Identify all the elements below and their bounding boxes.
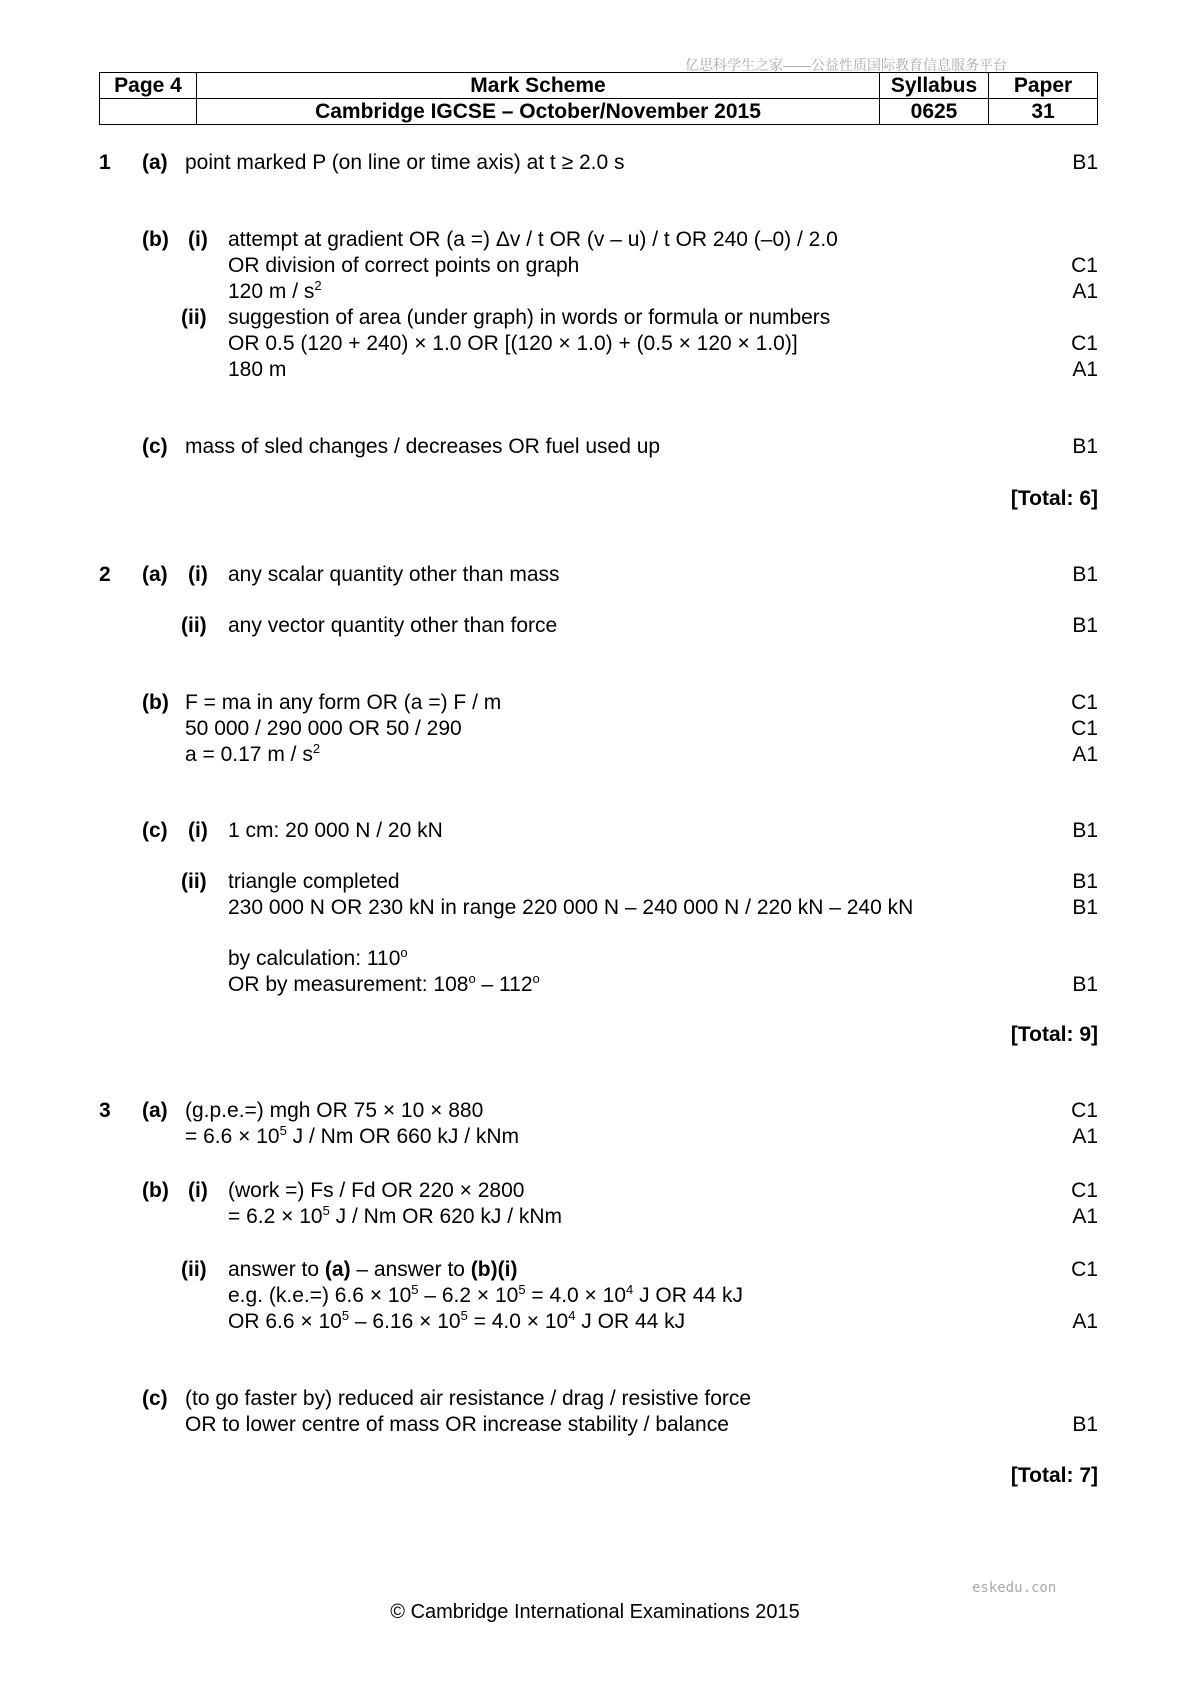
header-blank — [100, 99, 197, 125]
answer-text: OR to lower centre of mass OR increase stability / balance — [185, 1413, 729, 1436]
mark: A1 — [1072, 358, 1098, 381]
answer-text: suggestion of area (under graph) in words or formula or numbers — [228, 306, 831, 329]
mark: B1 — [1072, 614, 1098, 637]
question-number: 3 — [99, 1099, 111, 1122]
subpart-label: (ii) — [181, 306, 207, 329]
header-paper-number: 31 — [989, 99, 1098, 125]
answer-text: = $6.6 \times 10^5$ J / Nm OR 660 kJ / kNm — [185, 1123, 520, 1148]
mark: C1 — [1071, 254, 1098, 277]
part-label: (a) — [142, 1099, 168, 1122]
header-paper-label: Paper — [989, 73, 1098, 99]
part-label: (c) — [142, 1387, 168, 1410]
answer-text: (work =) Fs / Fd OR 220 × 2800 — [228, 1179, 525, 1202]
part-label: (b) — [142, 691, 169, 714]
answer-text: point marked P (on line or time axis) at t ≥ 2.0 s — [185, 151, 625, 174]
footer-copyright: © Cambridge International Examinations 2015 — [390, 1601, 800, 1623]
mark: C1 — [1071, 1099, 1098, 1122]
mark: C1 — [1071, 1258, 1098, 1281]
answer-text: OR by measurement: 108$^o$ – 112$^o$ — [228, 971, 540, 996]
mark: B1 — [1072, 563, 1098, 586]
mark: B1 — [1072, 896, 1098, 919]
part-label: (b) — [142, 1179, 169, 1202]
answer-text: mass of sled changes / decreases OR fuel used up — [185, 435, 661, 458]
mark: C1 — [1071, 332, 1098, 355]
answer-text: by calculation: 110$^o$ — [228, 945, 408, 970]
answer-text: 180 m — [228, 358, 287, 381]
subpart-label: (i) — [188, 819, 208, 842]
subpart-label: (i) — [188, 1179, 208, 1202]
watermark-top: 亿思科学生之家——公益性质国际教育信息服务平台 — [685, 57, 1007, 73]
part-label: (a) — [142, 563, 168, 586]
answer-text: (to go faster by) reduced air resistance / drag / resistive force — [185, 1387, 752, 1410]
mark: A1 — [1072, 1205, 1098, 1228]
part-label: (c) — [142, 435, 168, 458]
question-number: 1 — [99, 151, 111, 174]
subpart-label: (i) — [188, 563, 208, 586]
mark: B1 — [1072, 151, 1098, 174]
part-label: (b) — [142, 228, 169, 251]
mark: B1 — [1072, 435, 1098, 458]
mark: B1 — [1072, 819, 1098, 842]
answer-text: 120 m / $s^2$ — [228, 278, 322, 303]
answer-text: a = 0.17 m / $s^2$ — [185, 741, 321, 766]
mark: A1 — [1072, 1310, 1098, 1333]
answer-text: OR $6.6 \times 10^5 - 6.16 \times 10^5 = 4.0 \times 10^4$ J OR 44 kJ — [228, 1308, 686, 1333]
mark: A1 — [1072, 280, 1098, 303]
answer-text: any vector quantity other than force — [228, 614, 558, 637]
subpart-label: (i) — [188, 228, 208, 251]
answer-text: OR division of correct points on graph — [228, 254, 580, 277]
mark: C1 — [1071, 717, 1098, 740]
mark: C1 — [1071, 691, 1098, 714]
subpart-label: (ii) — [181, 1258, 207, 1281]
question-total: [Total: 7] — [1010, 1464, 1098, 1487]
mark: B1 — [1072, 870, 1098, 893]
answer-text: OR 0.5 (120 + 240) × 1.0 OR [(120 × 1.0) + (0.5 × 120 × 1.0)] — [228, 332, 798, 355]
answer-text: F = ma in any form OR (a =) F / m — [185, 691, 502, 714]
header-page: Page 4 — [100, 73, 197, 99]
header-syllabus-label: Syllabus — [880, 73, 989, 99]
part-label: (a) — [142, 151, 168, 174]
header-syllabus-code: 0625 — [880, 99, 989, 125]
mark: B1 — [1072, 1413, 1098, 1436]
mark: B1 — [1072, 973, 1098, 996]
mark: A1 — [1072, 743, 1098, 766]
answer-text: e.g. (k.e.=) $6.6 \times 10^5 - 6.2 \times 10^5 = 4.0 \times 10^4$ J OR 44 kJ — [228, 1282, 743, 1307]
watermark-bottom: eskedu.con — [972, 1580, 1057, 1596]
answer-text: (g.p.e.=) mgh OR 75 × 10 × 880 — [185, 1099, 484, 1122]
mark: C1 — [1071, 1179, 1098, 1202]
answer-text: 230 000 N OR 230 kN in range 220 000 N – 240 000 N / 220 kN – 240 kN — [228, 896, 914, 919]
question-total: [Total: 6] — [1010, 487, 1098, 510]
mark: A1 — [1072, 1125, 1098, 1148]
answer-text: triangle completed — [228, 870, 400, 893]
answer-text: 50 000 / 290 000 OR 50 / 290 — [185, 717, 462, 740]
answer-text: answer to (a) – answer to (b)(i) — [228, 1258, 518, 1281]
header-table — [99, 72, 1098, 125]
answer-text: = $6.2 \times 10^5$ J / Nm OR 620 kJ / kNm — [228, 1203, 563, 1228]
answer-text: 1 cm: 20 000 N / 20 kN — [228, 819, 443, 842]
answer-text: any scalar quantity other than mass — [228, 563, 560, 586]
part-label: (c) — [142, 819, 168, 842]
header-exam: Cambridge IGCSE – October/November 2015 — [197, 99, 880, 125]
subpart-label: (ii) — [181, 870, 207, 893]
subpart-label: (ii) — [181, 614, 207, 637]
question-number: 2 — [99, 563, 111, 586]
answer-text: attempt at gradient OR (a =) Δv / t OR (v – u) / t OR 240 (–0) / 2.0 — [228, 228, 838, 251]
header-title: Mark Scheme — [197, 73, 880, 99]
question-total: [Total: 9] — [1010, 1023, 1098, 1046]
